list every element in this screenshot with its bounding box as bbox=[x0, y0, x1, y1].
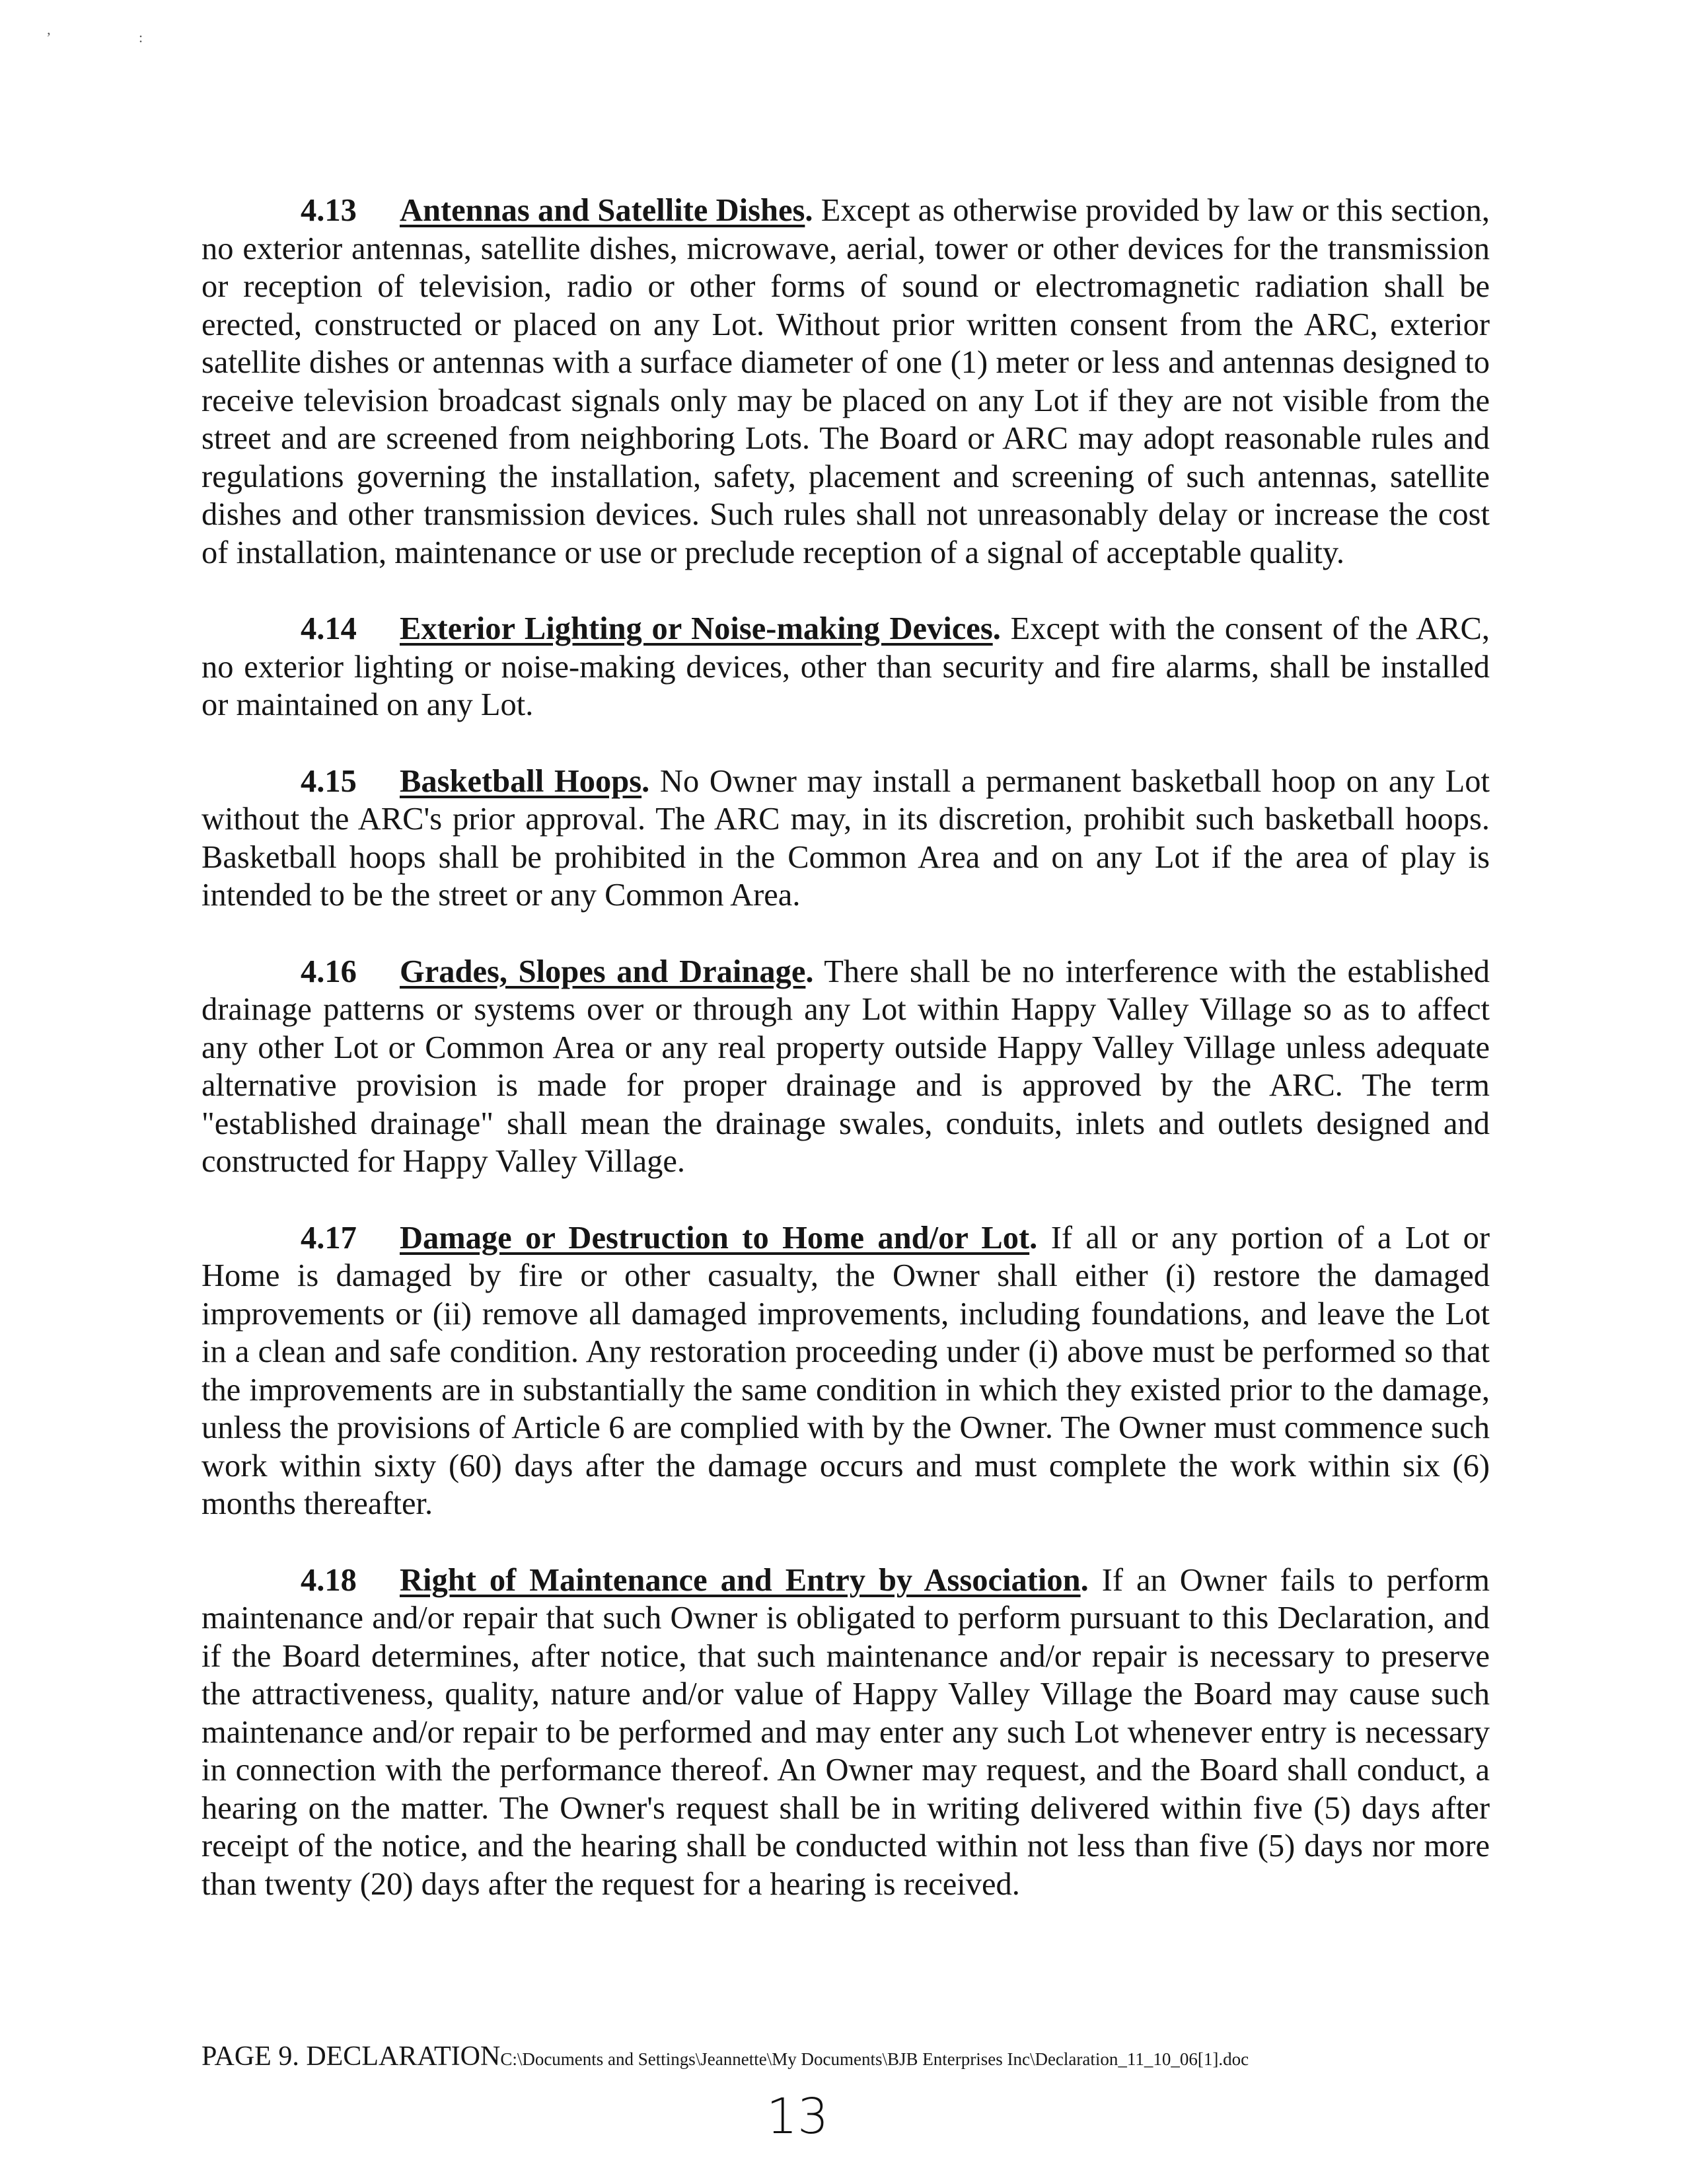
section-4-13: 4.13 Antennas and Satellite Dishes. Except as otherwise provided by law or this section, no exterior antennas, satellite dishes, microwave, aerial, tower or other devices for the transmission or reception of television, radio or other forms of sound or electromagnetic radiation shall be erected, constructed or placed on any Lot. Without prior written consent from the ARC, exterior satellite dishes or antennas with a surface diameter of one (1) meter or less and antennas designed to receive television broadcast signals only may be placed on any Lot if they are not visible from the street and are screened from neighboring Lots. The Board or ARC may adopt reasonable rules and regulations governing the installation, safety, placement and screening of such antennas, satellite dishes and other transmission devices. Such rules shall not unreasonably delay or increase the cost of installation, maintenance or use or preclude reception of a signal of acceptable quality. bbox=[201, 193, 1490, 570]
section-4-16: 4.16 Grades, Slopes and Drainage. There shall be no interference with the established drainage patterns or systems over or through any Lot within Happy Valley Village so as to affect any other Lot or Common Area or any real property outside Happy Valley Village unless adequate alternative provision is made for proper drainage and is approved by the ARC. The term "established drainage" shall mean the drainage swales, conduits, inlets and outlets designed and constructed for Happy Valley Village. bbox=[201, 954, 1490, 1179]
document-body bbox=[201, 192, 1490, 1941]
footer-file-path: C:\Documents and Settings\Jeannette\My Documents\BJB Enterprises Inc\Declaration_11_10_06[1].doc bbox=[500, 2049, 1249, 2069]
page-footer bbox=[201, 2041, 1490, 2072]
section-text: Except as otherwise provided by law or this section, no exterior antennas, satellite dishes, microwave, aerial, tower or other devices for the transmission or reception of television, radio or other forms of sound or electromagnetic radiation shall be erected, constructed or placed on any Lot. Without prior written consent from the ARC, exterior satellite dishes or antennas with a surface diameter of one (1) meter or less and antennas designed to receive television broadcast signals only may be placed on any Lot if they are not visible from the street and are screened from neighboring Lots. The Board or ARC may adopt reasonable rules and regulations governing the installation, safety, placement and screening of such antennas, satellite dishes and other transmission devices. Such rules shall not unreasonably delay or increase the cost of installation, maintenance or use or preclude reception of a signal of acceptable quality. bbox=[201, 193, 1490, 570]
section-text: There shall be no interference with the established drainage patterns or systems over or through any Lot within Happy Valley Village so as to affect any other Lot or Common Area or any real property outside Happy Valley Village unless adequate alternative provision is made for proper drainage and is approved by the ARC. The term "established drainage" shall mean the drainage swales, conduits, inlets and outlets designed and constructed for Happy Valley Village. bbox=[201, 954, 1490, 1179]
section-number: 4.18 bbox=[301, 1562, 357, 1598]
section-heading: Exterior Lighting or Noise-making Devices bbox=[400, 611, 993, 646]
section-number: 4.17 bbox=[301, 1220, 357, 1256]
section-heading: Basketball Hoops bbox=[400, 763, 642, 799]
section-heading: Right of Maintenance and Entry by Association bbox=[400, 1562, 1081, 1598]
section-4-15: 4.15 Basketball Hoops. No Owner may install a permanent basketball hoop on any Lot without the ARC's prior approval. The ARC may, in its discretion, prohibit such basketball hoops. Basketball hoops shall be prohibited in the Common Area and on any Lot if the area of play is intended to be the street or any Common Area. bbox=[201, 763, 1490, 913]
scan-mark: : bbox=[139, 29, 143, 46]
section-number: 4.16 bbox=[301, 954, 357, 989]
section-4-18: 4.18 Right of Maintenance and Entry by Association. If an Owner fails to perform maintenance and/or repair that such Owner is obligated to perform pursuant to this Declaration, and if the Board determines, after notice, that such maintenance and/or repair is necessary to preserve the attractiveness, quality, nature and/or value of Happy Valley Village the Board may cause such maintenance and/or repair to be performed and may enter any such Lot whenever entry is necessary in connection with the performance thereof. An Owner may request, and the Board shall conduct, a hearing on the matter. The Owner's request shall be in writing delivered within five (5) days after receipt of the notice, and the hearing shall be conducted within not less than five (5) days nor more than twenty (20) days after the request for a hearing is received. bbox=[201, 1562, 1490, 1902]
section-number: 4.14 bbox=[301, 611, 357, 646]
section-heading: Antennas and Satellite Dishes bbox=[400, 193, 805, 228]
section-text: No Owner may install a permanent basketball hoop on any Lot without the ARC's prior approval. The ARC may, in its discretion, prohibit such basketball hoops. Basketball hoops shall be prohibited in the Common Area and on any Lot if the area of play is intended to be the street or any Common Area. bbox=[201, 763, 1490, 913]
section-number: 4.13 bbox=[301, 193, 357, 228]
section-heading: Damage or Destruction to Home and/or Lot bbox=[400, 1220, 1030, 1256]
scan-mark: ’ bbox=[46, 29, 52, 46]
section-text: If all or any portion of a Lot or Home is damaged by fire or other casualty, the Owner shall either (i) restore the damaged improvements or (ii) remove all damaged improvements, including foundations, and leave the Lot in a clean and safe condition. Any restoration proceeding under (i) above must be performed so that the improvements are in substantially the same condition in which they existed prior to the damage, unless the provisions of Article 6 are complied with by the Owner. The Owner must commence such work within sixty (60) days after the damage occurs and must complete the work within six (6) months thereafter. bbox=[201, 1220, 1490, 1521]
section-text: If an Owner fails to perform maintenance and/or repair that such Owner is obligated to perform pursuant to this Declaration, and if the Board determines, after notice, that such maintenance and/or repair is necessary to preserve the attractiveness, quality, nature and/or value of Happy Valley Village the Board may cause such maintenance and/or repair to be performed and may enter any such Lot whenever entry is necessary in connection with the performance thereof. An Owner may request, and the Board shall conduct, a hearing on the matter. The Owner's request shall be in writing delivered within five (5) days after receipt of the notice, and the hearing shall be conducted within not less than five (5) days nor more than twenty (20) days after the request for a hearing is received. bbox=[201, 1562, 1490, 1902]
section-text: Except with the consent of the ARC, no exterior lighting or noise-making devices, other than security and fire alarms, shall be installed or maintained on any Lot. bbox=[201, 611, 1490, 722]
handwritten-page-number: 13 bbox=[766, 2088, 829, 2145]
section-4-17: 4.17 Damage or Destruction to Home and/or Lot. If all or any portion of a Lot or Home is damaged by fire or other casualty, the Owner shall either (i) restore the damaged improvements or (ii) remove all damaged improvements, including foundations, and leave the Lot in a clean and safe condition. Any restoration proceeding under (i) above must be performed so that the improvements are in substantially the same condition in which they existed prior to the damage, unless the provisions of Article 6 are complied with by the Owner. The Owner must commence such work within sixty (60) days after the damage occurs and must complete the work within six (6) months thereafter. bbox=[201, 1220, 1490, 1521]
footer-label: PAGE 9. DECLARATION bbox=[201, 2041, 501, 2072]
section-4-14: 4.14 Exterior Lighting or Noise-making Devices. Except with the consent of the ARC, no exterior lighting or noise-making devices, other than security and fire alarms, shall be installed or maintained on any Lot. bbox=[201, 611, 1490, 722]
section-heading: Grades, Slopes and Drainage bbox=[400, 954, 806, 989]
section-number: 4.15 bbox=[301, 763, 357, 799]
